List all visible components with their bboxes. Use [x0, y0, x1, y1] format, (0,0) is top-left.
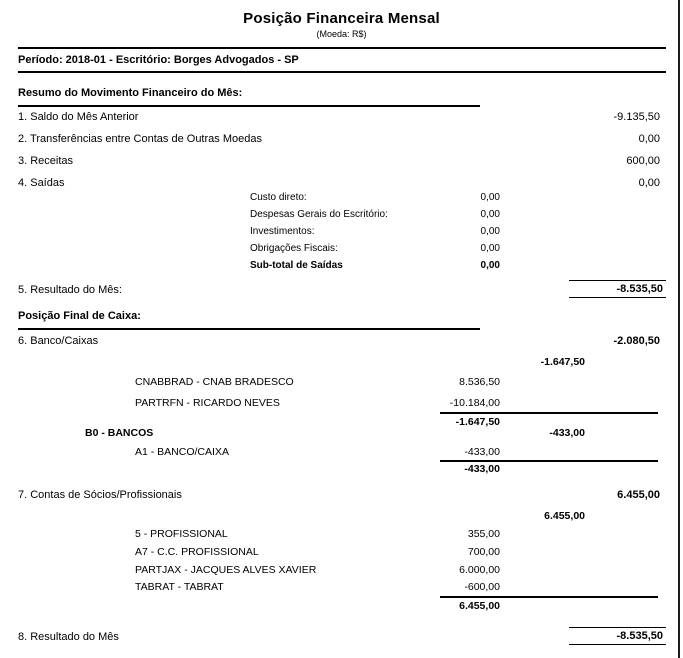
group-subtotal-row	[0, 600, 683, 614]
subtotal-value: -433,00	[464, 463, 500, 475]
row-value: -9.135,50	[613, 111, 660, 123]
account-label: 5 - PROFISSIONAL	[135, 528, 228, 540]
group-total-value: -1.647,50	[540, 356, 585, 368]
row-label: 3. Receitas	[18, 155, 74, 167]
account-label: A1 - BANCO/CAIXA	[135, 446, 229, 458]
expense-row	[0, 226, 683, 240]
group-total-value: 6.455,00	[544, 510, 585, 522]
row-label: 5. Resultado do Mês:	[18, 284, 122, 296]
cash-position-section-heading: Posição Final de Caixa:	[18, 310, 480, 330]
header-divider-top	[18, 47, 666, 49]
account-label: CNABBRAD - CNAB BRADESCO	[135, 376, 294, 388]
row-value: 0,00	[638, 133, 660, 145]
row-label: Custo direto:	[250, 192, 307, 203]
expense-row	[0, 243, 683, 257]
row-label: Despesas Gerais do Escritório:	[250, 209, 388, 220]
account-row	[0, 564, 683, 578]
row-label: Obrigações Fiscais:	[250, 243, 338, 254]
subtotal-divider	[440, 460, 658, 462]
subtotal-value: -1.647,50	[455, 416, 500, 428]
row-label: 4. Saídas	[18, 177, 65, 189]
account-row	[0, 581, 683, 595]
account-row	[0, 376, 683, 390]
report-title: Posição Financeira Mensal	[243, 10, 440, 27]
account-row	[0, 397, 683, 411]
expense-subtotal-row	[0, 260, 683, 274]
report-currency-subtitle: (Moeda: R$)	[316, 29, 367, 39]
period-line: Período: 2018-01 - Escritório: Borges Advogados - SP	[18, 54, 299, 66]
account-value: -10.184,00	[449, 397, 500, 409]
summary-section-heading: Resumo do Movimento Financeiro do Mês:	[18, 87, 480, 107]
row-value: 0,00	[480, 260, 500, 271]
row-label: 1. Saldo do Mês Anterior	[18, 111, 139, 123]
bank-group-total-row	[0, 356, 683, 370]
account-value: -433,00	[464, 446, 500, 458]
account-value: 355,00	[467, 528, 500, 540]
row-value: 0,00	[480, 192, 500, 203]
row-label: Investimentos:	[250, 226, 315, 237]
header-divider-bottom	[18, 71, 666, 73]
row-value: 0,00	[480, 209, 500, 220]
subtotal-divider	[440, 596, 658, 598]
row-label: 2. Transferências entre Contas de Outras Moedas	[18, 133, 262, 145]
account-row	[0, 446, 683, 460]
row-value: 0,00	[480, 226, 500, 237]
summary-row	[0, 111, 683, 125]
account-label: TABRAT - TABRAT	[135, 581, 224, 593]
group-label: B0 - BANCOS	[85, 427, 154, 439]
account-label: PARTRFN - RICARDO NEVES	[135, 397, 280, 409]
account-value: -600,00	[464, 581, 500, 593]
group-total-value: -433,00	[549, 427, 585, 439]
partner-group-total-row	[0, 510, 683, 524]
final-result-value-box: -8.535,50	[569, 627, 666, 645]
row-label: 7. Contas de Sócios/Profissionais	[18, 489, 182, 501]
account-value: 700,00	[467, 546, 500, 558]
account-value: 8.536,50	[459, 376, 500, 388]
account-row	[0, 546, 683, 560]
row-label: Sub-total de Saídas	[250, 260, 343, 271]
account-label: PARTJAX - JACQUES ALVES XAVIER	[135, 564, 317, 576]
row-value: 0,00	[480, 243, 500, 254]
month-result-value-box: -8.535,50	[569, 280, 666, 298]
row-label: 6. Banco/Caixas	[18, 335, 99, 347]
row-value: -2.080,50	[613, 335, 660, 347]
row-value: 6.455,00	[617, 489, 660, 501]
expense-row	[0, 192, 683, 206]
summary-row	[0, 177, 683, 191]
row-label: 8. Resultado do Mês	[18, 631, 119, 643]
account-value: 6.000,00	[459, 564, 500, 576]
partner-section-row	[0, 489, 683, 503]
group-subtotal-row	[0, 463, 683, 477]
bank-group-row	[0, 427, 683, 441]
summary-row	[0, 133, 683, 147]
expense-row	[0, 209, 683, 223]
summary-row	[0, 155, 683, 169]
account-row	[0, 528, 683, 542]
bank-section-row	[0, 335, 683, 349]
subtotal-value: 6.455,00	[459, 600, 500, 612]
row-value: 600,00	[626, 155, 660, 167]
subtotal-divider	[440, 412, 658, 414]
row-value: 0,00	[638, 177, 660, 189]
account-label: A7 - C.C. PROFISSIONAL	[135, 546, 259, 558]
